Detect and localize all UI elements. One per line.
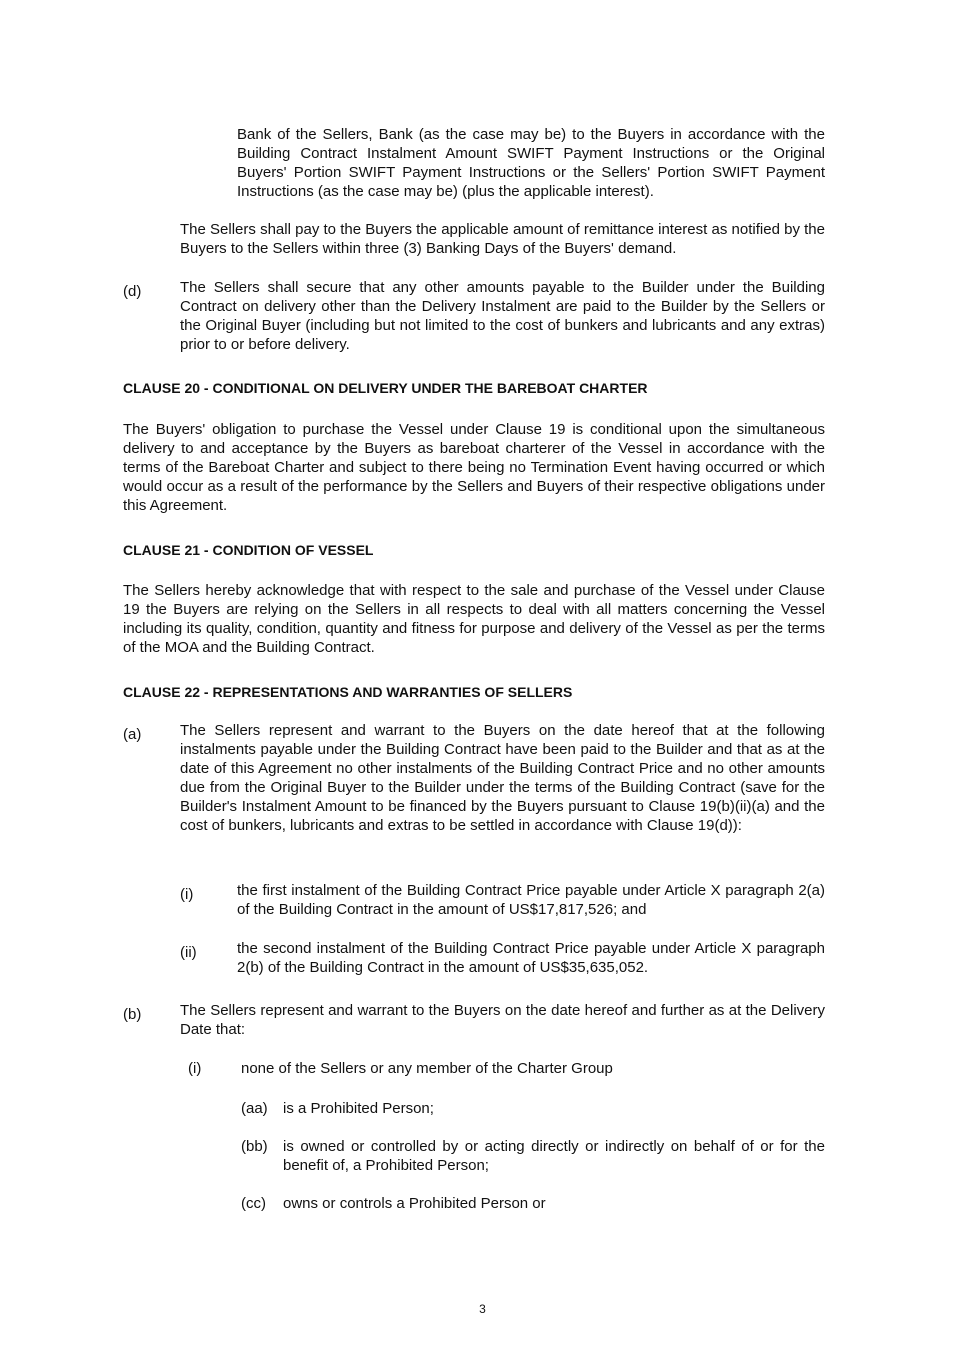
paragraph-marker-22b-bb: (bb) — [241, 1138, 268, 1155]
paragraph-d-text: The Sellers shall secure that any other amounts payable to the Builder under the Building Contract on delivery other than the Delivery Instalment are paid to the Builder by the Sellers or the Original Buyer (including but not limited to the cost of bunkers and lubricants and any extras) prior to or before delivery. — [180, 279, 825, 353]
paragraph-marker-d: (d) — [123, 283, 142, 300]
paragraph-marker-22a-ii: (ii) — [180, 944, 197, 961]
page-number: 3 — [479, 1302, 486, 1316]
clause-22b-text: The Sellers represent and warrant to the Buyers on the date hereof and further as at the Delivery Date that: — [180, 1002, 825, 1038]
clause-22-heading: CLAUSE 22 - REPRESENTATIONS AND WARRANTIES OF SELLERS — [123, 684, 573, 700]
paragraph-marker-22b-cc: (cc) — [241, 1195, 266, 1212]
continuation-paragraph-swift: Bank of the Sellers, Bank (as the case may be) to the Buyers in accordance with the Building Contract Instalment Amount SWIFT Payment Instructions or the Original Buyers' Portion SWIFT Payment Instructions or the Sellers' Portion SWIFT Payment Instructions (as the case may be) (plus the applicable interest). — [237, 126, 825, 200]
clause-22a-ii-text: the second instalment of the Building Contract Price payable under Article X paragraph 2(b) of the Building Contract in the amount of US$35,635,052. — [237, 940, 825, 976]
paragraph-marker-22a: (a) — [123, 726, 142, 743]
clause-22b-cc-text: owns or controls a Prohibited Person or — [283, 1195, 546, 1212]
clause-22b-i-text: none of the Sellers or any member of the Charter Group — [241, 1060, 613, 1077]
paragraph-marker-22b-aa: (aa) — [241, 1100, 268, 1117]
clause-21-heading: CLAUSE 21 - CONDITION OF VESSEL — [123, 542, 374, 558]
clause-22a-i-text: the first instalment of the Building Contract Price payable under Article X paragraph 2(a) of the Building Contract in the amount of US$17,817,526; and — [237, 882, 825, 918]
clause-22b-bb-text: is owned or controlled by or acting directly or indirectly on behalf of or for the benefit of, a Prohibited Person; — [283, 1138, 825, 1174]
paragraph-marker-22b-i: (i) — [188, 1060, 202, 1077]
clause-21-text: The Sellers hereby acknowledge that with respect to the sale and purchase of the Vessel under Clause 19 the Buyers are relying on the Sellers in all respects to deal with all matters concerning the Vessel including its quality, condition, quantity and fitness for purpose and delivery of the Vessel as per the terms of the MOA and the Building Contract. — [123, 582, 825, 656]
clause-22b-aa-text: is a Prohibited Person; — [283, 1100, 434, 1117]
clause-20-heading: CLAUSE 20 - CONDITIONAL ON DELIVERY UNDER THE BAREBOAT CHARTER — [123, 380, 648, 396]
clause-20-text: The Buyers' obligation to purchase the Vessel under Clause 19 is conditional upon the simultaneous delivery to and acceptance by the Buyers as bareboat charterer of the Vessel in accordance with the terms of the Bareboat Charter and subject to there being no Termination Event having occurred or which would occur as a result of the performance by the Sellers and Buyers of their respective obligations under this Agreement. — [123, 421, 825, 514]
paragraph-marker-22a-i: (i) — [180, 886, 194, 903]
paragraph-marker-22b: (b) — [123, 1006, 142, 1023]
continuation-paragraph-interest: The Sellers shall pay to the Buyers the applicable amount of remittance interest as notified by the Buyers to the Sellers within three (3) Banking Days of the Buyers' demand. — [180, 221, 825, 257]
clause-22a-text: The Sellers represent and warrant to the Buyers on the date hereof that at the following instalments payable under the Building Contract have been paid to the Builder and that as at the date of this Agreement no other instalments of the Building Contract Price and no other amounts due from the Original Buyer to the Builder under the terms of the Building Contract (save for the Builder's Instalment Amount to be financed by the Buyers pursuant to Clause 19(b)(ii)(a) and the cost of bunkers, lubricants and extras to be settled in accordance with Clause 19(d)): — [180, 722, 825, 834]
